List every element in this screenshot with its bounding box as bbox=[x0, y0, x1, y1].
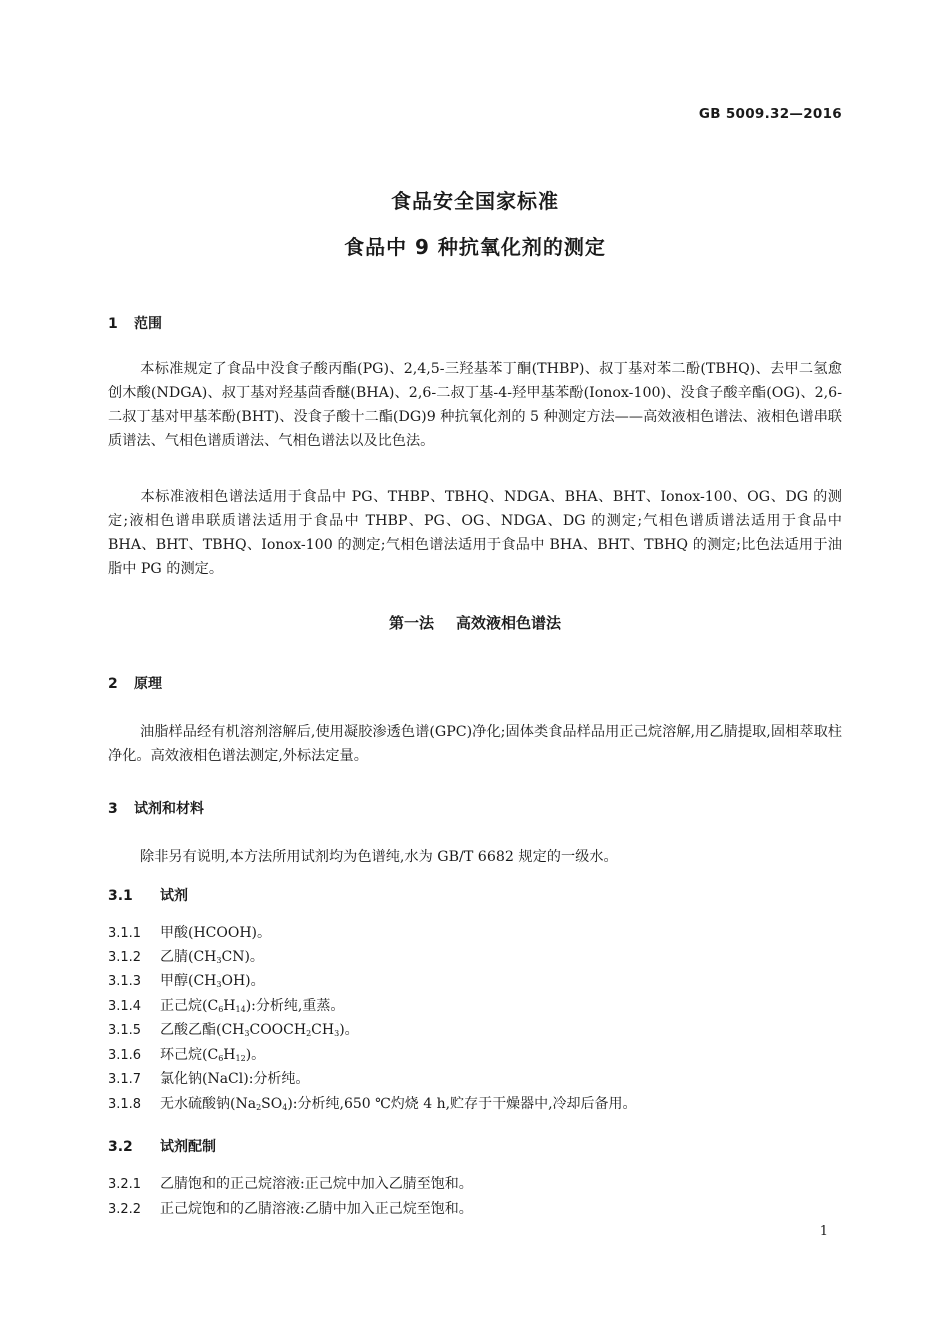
section-3-2-heading bbox=[108, 1136, 216, 1156]
item-number: 3.1.3 bbox=[108, 974, 142, 989]
paragraph-text: 本标准液相色谱法适用于食品中 PG、THBP、TBHQ、NDGA、BHA、BHT、Ionox-100、OG、DG 的测定;液相色谱串联质谱法适用于食品中 THBP、PG、OG、NDGA、DG 的测定;气相色谱质谱法适用于食品中 BHA、BHT、TBHQ、Ionox-100 的测定;气相色谱法适用于食品中 BHA、BHT、TBHQ 的测定;比色法适用于油脂中 PG 的测定。 bbox=[108, 489, 842, 577]
reagent-item bbox=[108, 995, 344, 1015]
reagent-item bbox=[108, 922, 271, 942]
item-text: 无水硫酸钠$(Na_2SO_4)$:分析纯,650 ℃灼烧 4 h,贮存于干燥器中,冷却后备用。 bbox=[160, 1096, 637, 1112]
section-title: 范围 bbox=[134, 316, 162, 332]
item-text: 正己烷饱和的乙腈溶液:乙腈中加入正己烷至饱和。 bbox=[160, 1201, 473, 1217]
preparation-item bbox=[108, 1198, 473, 1218]
item-number: 3.1.8 bbox=[108, 1097, 142, 1112]
scope-paragraph-2 bbox=[108, 485, 842, 581]
item-number: 3.1.7 bbox=[108, 1072, 142, 1087]
preparation-item bbox=[108, 1173, 473, 1193]
item-number: 3.1.5 bbox=[108, 1023, 142, 1038]
item-text: 环己烷$(C_6H_{12})$。 bbox=[160, 1047, 266, 1063]
reagent-item bbox=[108, 970, 265, 990]
section-title: 试剂和材料 bbox=[134, 801, 204, 817]
item-text: 甲酸(HCOOH)。 bbox=[160, 925, 272, 941]
section-3-1-heading bbox=[108, 885, 188, 905]
section-2-heading bbox=[108, 673, 162, 693]
method-heading bbox=[0, 612, 950, 633]
principle-paragraph bbox=[108, 720, 842, 768]
reagent-item bbox=[108, 1044, 265, 1064]
item-text: 乙腈饱和的正己烷溶液:正己烷中加入乙腈至饱和。 bbox=[160, 1176, 473, 1192]
item-number: 3.1.2 bbox=[108, 950, 142, 965]
method-label: 第一法 bbox=[388, 614, 434, 632]
document-title-line1: 食品安全国家标准 bbox=[391, 189, 559, 213]
item-number: 3.2.1 bbox=[108, 1177, 142, 1192]
standard-code: GB 5009.32—2016 bbox=[698, 106, 842, 122]
section-title: 原理 bbox=[134, 676, 162, 692]
reagent-item bbox=[108, 1068, 309, 1088]
reagent-item bbox=[108, 946, 264, 966]
method-name: 高效液相色谱法 bbox=[456, 614, 562, 632]
item-text: 氯化钠(NaCl):分析纯。 bbox=[160, 1071, 310, 1087]
page-number: 1 bbox=[819, 1224, 828, 1239]
item-text: 乙腈$(CH_3CN)$。 bbox=[160, 949, 264, 965]
item-text: 乙酸乙酯$(CH_3COOCH_2CH_3)$。 bbox=[160, 1022, 359, 1038]
paragraph-text: 本标准规定了食品中没食子酸丙酯(PG)、2,4,5-三羟基苯丁酮(THBP)、叔丁基对苯二酚(TBHQ)、去甲二氢愈创木酸(NDGA)、叔丁基对羟基茴香醚(BHA)、2,6-二叔丁基-4-羟甲基苯酚(Ionox-100)、没食子酸辛酯(OG)、2,6-二叔丁基对甲基苯酚(BHT)、没食子酸十二酯(DG)9 种抗氧化剂的 5 种测定方法——高效液相色谱法、液相色谱串联质谱法、气相色谱质谱法、气相色谱法以及比色法。 bbox=[108, 361, 842, 449]
item-number: 3.1.1 bbox=[108, 926, 142, 941]
item-number: 3.1.4 bbox=[108, 999, 142, 1014]
item-text: 正己烷$(C_6H_{14})$:分析纯,重蒸。 bbox=[160, 998, 345, 1014]
paragraph-text: 除非另有说明,本方法所用试剂均为色谱纯,水为 GB/T 6682 规定的一级水。 bbox=[140, 849, 618, 865]
section-3-heading bbox=[108, 798, 204, 818]
paragraph-text: 油脂样品经有机溶剂溶解后,使用凝胶渗透色谱(GPC)净化;固体类食品样品用正己烷溶解,用乙腈提取,固相萃取柱净化。高效液相色谱法测定,外标法定量。 bbox=[108, 724, 842, 764]
section-1-heading bbox=[108, 313, 162, 333]
reagent-item bbox=[108, 1019, 359, 1039]
section-number: 3.2 bbox=[108, 1139, 133, 1155]
section-number: 2 bbox=[108, 676, 118, 692]
section-title: 试剂配制 bbox=[160, 1139, 216, 1155]
document-title-line2: 食品中 9 种抗氧化剂的测定 bbox=[344, 235, 606, 259]
section-title: 试剂 bbox=[160, 888, 188, 904]
item-number: 3.1.6 bbox=[108, 1048, 142, 1063]
section-number: 1 bbox=[108, 316, 118, 332]
item-number: 3.2.2 bbox=[108, 1202, 142, 1217]
scope-paragraph-1 bbox=[108, 357, 842, 453]
reagents-intro-paragraph bbox=[108, 845, 842, 869]
section-number: 3 bbox=[108, 801, 118, 817]
reagent-item bbox=[108, 1093, 637, 1113]
section-number: 3.1 bbox=[108, 888, 133, 904]
item-text: 甲醇$(CH_3OH)$。 bbox=[160, 973, 265, 989]
